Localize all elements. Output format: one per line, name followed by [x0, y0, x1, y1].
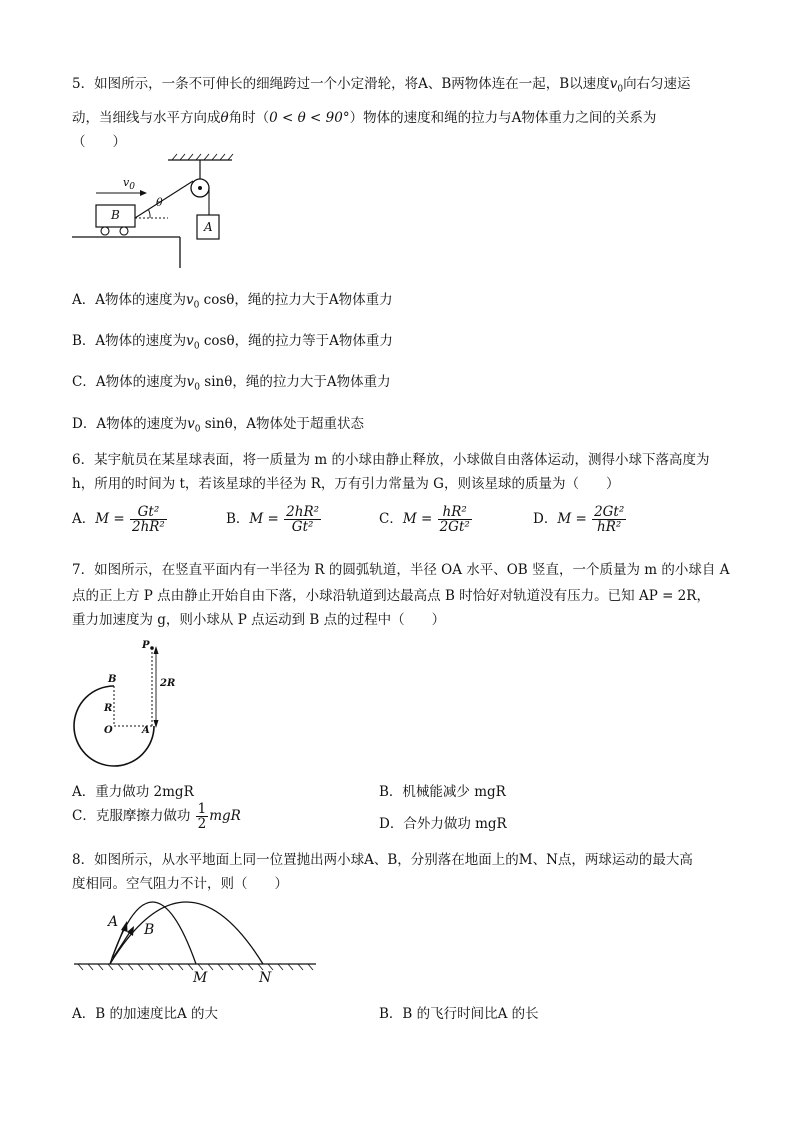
- fraction: $\frac{1}{2}$: [197, 801, 207, 833]
- fraction: $\frac{\text{2hR²}}{\text{Gt²}}$: [286, 504, 320, 536]
- q5-option-b: B．A物体的速度为$v_0$ cosθ，绳的拉力等于A物体重力: [72, 333, 393, 352]
- q6-option-c: C．M = $\frac{\text{hR²}}{\text{2Gt²}}$: [379, 504, 470, 536]
- q7-option-b: B．机械能减少 mgR: [379, 784, 506, 800]
- q6-stem-line1: 6．某宇航员在某星球表面，将一质量为 m 的小球由静止释放，小球做自由落体运动，测得小球下落高度为: [72, 452, 710, 468]
- q8-fig-A: A: [108, 914, 119, 930]
- q8-stem-line1: 8．如图所示，从水平地面上同一位置抛出两小球A、B，分别落在地面上的M、N点，两球运动的最大高: [72, 852, 693, 868]
- q8-fig-N: N: [259, 970, 272, 986]
- q6-option-d: D．M = $\frac{\text{2Gt²}}{\text{hR²}}$: [533, 504, 625, 536]
- q6-stem-line2: h，所用的时间为 t，若该星球的半径为 R，万有引力常量为 G，则该星球的质量为（ ）: [72, 476, 620, 492]
- q8-fig-M: M: [193, 970, 208, 986]
- q7-fig-B: B: [108, 674, 117, 685]
- q7-stem-line2: 点的正上方 P 点由静止开始自由下落，小球沿轨道到达最高点 B 时恰好对轨道没有压力。已知 AP = 2R，: [72, 588, 710, 604]
- q8-option-a: A．B 的加速度比A 的大: [72, 1006, 219, 1022]
- q6-option-b: B．M = $\frac{\text{2hR²}}{\text{Gt²}}$: [226, 504, 320, 536]
- q7-option-a: A．重力做功 2mgR: [72, 784, 194, 800]
- q7-stem-line1: 7．如图所示，在竖直平面内有一半径为 R 的圆弧轨道，半径 OA 水平、OB 竖直，一个质量为 m 的小球自 A: [72, 562, 730, 578]
- q5-fig-theta: θ: [156, 196, 163, 209]
- q5-option-c: C．A物体的速度为$v_0$ sinθ，绳的拉力大于A物体重力: [72, 374, 391, 393]
- q5-option-d: D．A物体的速度为$v_0$ sinθ，A物体处于超重状态: [72, 416, 365, 435]
- q5-stem-line3: （ ）: [72, 134, 126, 150]
- q5-stem-line2: 动，当细线与水平方向成θ角时（0 < θ < 90°）物体的速度和绳的拉力与A物体重力之间的关系为: [72, 110, 657, 126]
- q5-fig-B: B: [111, 208, 120, 222]
- fraction: $\frac{\text{2Gt²}}{\text{hR²}}$: [594, 504, 625, 536]
- q5-option-a: A．A物体的速度为$v_0$ cosθ，绳的拉力大于A物体重力: [72, 292, 393, 311]
- q7-stem-line3: 重力加速度为 g，则小球从 P 点运动到 B 点的过程中（ ）: [72, 612, 446, 628]
- q7-fig-O: O: [104, 725, 113, 736]
- q7-fig-P: P: [142, 640, 150, 651]
- fraction: $\frac{\text{hR²}}{\text{2Gt²}}$: [439, 504, 470, 536]
- q8-fig-B: B: [144, 922, 155, 938]
- q8-option-b: B．B 的飞行时间比A 的长: [379, 1006, 539, 1022]
- q5-stem-line1: 5．如图所示，一条不可伸长的细绳跨过一个小定滑轮，将A、B两物体连在一起，B以速度$v_0$向右匀速运: [72, 76, 691, 95]
- fraction: $\frac{\text{Gt²}}{\text{2hR²}}$: [131, 504, 165, 536]
- q6-option-a: A．M = $\frac{\text{Gt²}}{\text{2hR²}}$: [72, 504, 165, 536]
- q7-option-d: D．合外力做功 mgR: [379, 816, 507, 832]
- q5-fig-v0: $v_0$: [123, 176, 135, 193]
- q7-fig-A: A: [142, 725, 150, 736]
- q7-option-c: C．克服摩擦力做功 $\frac{1}{2}$ mgR: [72, 801, 241, 833]
- q7-fig-R: R: [104, 703, 113, 714]
- q8-stem-line2: 度相同。空气阻力不计，则（ ）: [72, 876, 288, 892]
- q7-fig-2R: 2R: [160, 678, 176, 689]
- q5-fig-A: A: [204, 220, 213, 234]
